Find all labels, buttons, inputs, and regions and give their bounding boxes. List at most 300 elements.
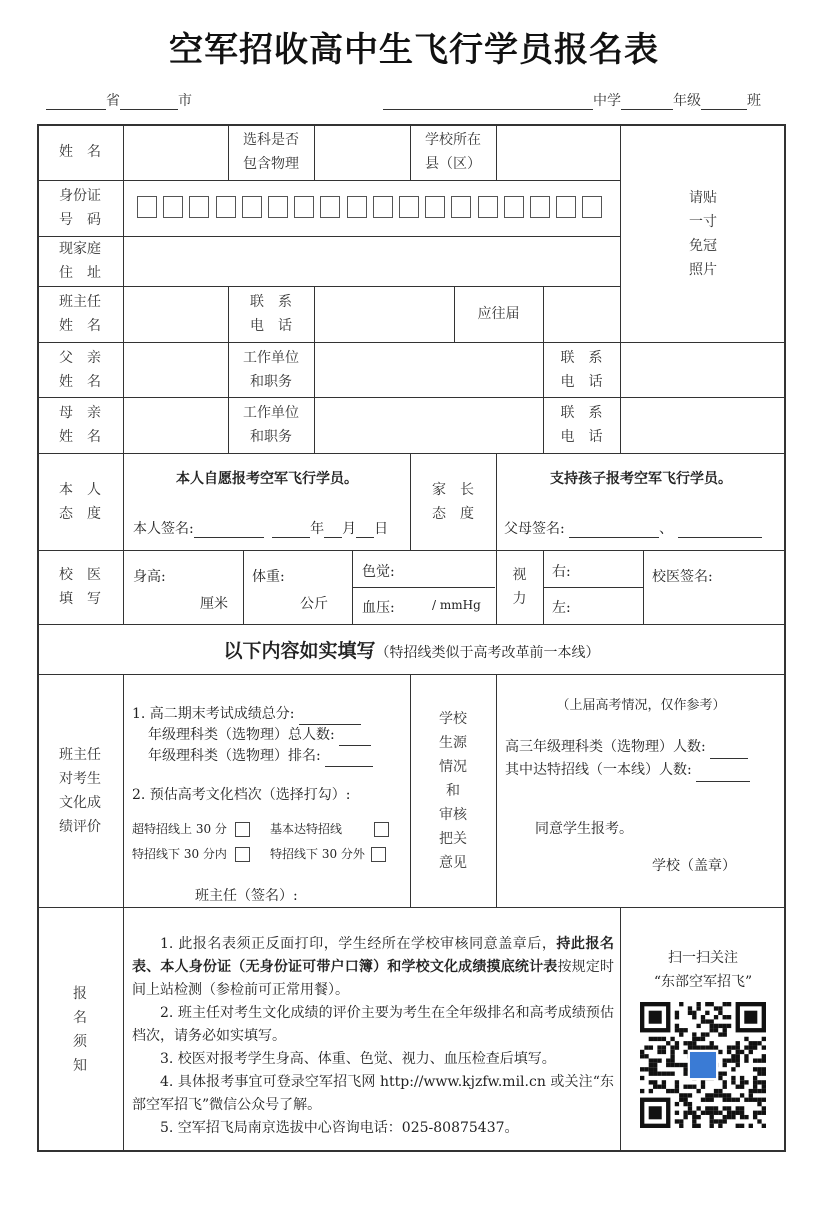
qr-module (744, 1054, 748, 1058)
address-field[interactable] (124, 236, 620, 286)
vision-left-label: 左: (552, 600, 571, 616)
city-label: 市 (178, 93, 192, 109)
grade-rank-field[interactable] (325, 752, 373, 767)
qr-module (692, 1124, 696, 1128)
qr-module (705, 1093, 709, 1097)
section-heading-text: 以下内容如实填写 (223, 640, 376, 662)
qr-module (696, 1037, 700, 1041)
qr-module (736, 1063, 740, 1067)
qr-module (749, 1089, 753, 1093)
qr-module (679, 1032, 683, 1036)
id-digit-box[interactable] (530, 196, 550, 218)
id-digit-box[interactable] (478, 196, 498, 218)
qr-module (675, 1080, 679, 1084)
qr-module (727, 1002, 731, 1006)
qr-module (753, 1085, 757, 1089)
qr-module (749, 1124, 753, 1128)
father-name-label: 父 亲 姓 名 (59, 349, 101, 390)
qr-module (701, 1098, 705, 1102)
qr-module (640, 1076, 644, 1080)
row-divider (543, 587, 643, 588)
qr-module (749, 1050, 753, 1054)
school-label: 中学 (593, 93, 621, 109)
qr-module (649, 1067, 653, 1071)
qr-module (723, 1058, 727, 1062)
qr-module (705, 1045, 709, 1049)
qr-module (675, 1045, 679, 1049)
school-note: （上届高考情况，仅作参考） (556, 698, 726, 713)
qr-module (714, 1006, 718, 1010)
month-label: 月 (342, 521, 357, 537)
qr-module (666, 1072, 670, 1076)
year-label: 年 (310, 521, 325, 537)
qr-module (731, 1067, 735, 1071)
qr-module (757, 1089, 761, 1093)
name-field[interactable] (124, 124, 228, 180)
qr-module (649, 1089, 653, 1093)
qr-module (701, 1032, 705, 1036)
qr-module (731, 1111, 735, 1115)
doctor-sign-label: 校医签名: (652, 569, 713, 585)
medical-label: 校 医 填 写 (59, 567, 101, 607)
city-field[interactable] (120, 95, 178, 110)
weight-label: 体重: (252, 569, 285, 585)
qr-module (662, 1050, 666, 1054)
qr-module (683, 1063, 687, 1067)
qr-module (757, 1111, 761, 1115)
section-heading (37, 636, 786, 663)
father-work-field[interactable] (315, 342, 543, 397)
option-1[interactable] (132, 820, 250, 837)
qr-module (740, 1050, 744, 1054)
id-digit-box[interactable] (189, 196, 209, 218)
option-4[interactable] (270, 845, 386, 862)
row-divider (37, 624, 786, 625)
qr-module (675, 1119, 679, 1123)
qr-module (653, 1080, 657, 1084)
qr-module (692, 1037, 696, 1041)
qualified-count-label: 其中达特招线（一本线）人数: (505, 762, 692, 778)
notice-item-1-bold: 持此报名表、本人身份证（无身份证可带户口簿）和学校文化成绩摸底统计表 (132, 936, 614, 975)
id-digit-box[interactable] (399, 196, 419, 218)
qr-module (675, 1089, 679, 1093)
option-2-label: 基本达特招线 (270, 822, 343, 836)
parent-sign-field-2[interactable] (678, 523, 762, 538)
province-label: 省 (106, 93, 120, 109)
qr-module (727, 1024, 731, 1028)
qr-module (762, 1089, 766, 1093)
notice-item-4: 4. 具体报考事宜可登录空军招飞网 http://www.kjzfw.mil.cn 或关注“东部空军招飞”微信公众号了解。 (132, 1074, 614, 1113)
qr-module (731, 1076, 735, 1080)
qr-module (710, 1115, 714, 1119)
qr-module (762, 1080, 766, 1084)
mother-name-label: 母 亲 姓 名 (59, 405, 101, 445)
qr-module (736, 1041, 740, 1045)
qr-module (714, 1093, 718, 1097)
qr-module (701, 1019, 705, 1023)
qr-module (744, 1011, 757, 1024)
teacher-phone-field[interactable] (315, 286, 454, 342)
id-digit-box[interactable] (425, 196, 445, 218)
qr-module (675, 1111, 679, 1115)
qr-module (688, 1093, 692, 1097)
qr-module (657, 1085, 661, 1089)
evaluation-label: 班主任 对考生 文化成 绩评价 (59, 746, 101, 835)
qr-module (731, 1058, 735, 1062)
qr-module (675, 1028, 679, 1032)
qr-module (701, 1037, 705, 1041)
qr-module (723, 1002, 727, 1006)
id-digit-box[interactable] (504, 196, 524, 218)
qr-module (749, 1045, 753, 1049)
qr-module (644, 1067, 648, 1071)
qr-module (740, 1115, 744, 1119)
qr-module (718, 1119, 722, 1123)
qr-module (683, 1067, 687, 1071)
height-label: 身高: (133, 569, 166, 585)
parent-sign-field-1[interactable] (569, 523, 659, 538)
col-divider (543, 550, 544, 624)
id-digit-box[interactable] (294, 196, 314, 218)
qr-module (723, 1028, 727, 1032)
notice-label: 报 名 须 知 (73, 985, 87, 1074)
id-digit-box[interactable] (320, 196, 340, 218)
qr-module (744, 1098, 748, 1102)
graduate-field[interactable] (544, 286, 620, 342)
id-digit-box[interactable] (556, 196, 576, 218)
qr-module (649, 1045, 653, 1049)
qr-module (736, 1106, 740, 1110)
qr-module (657, 1037, 661, 1041)
qr-module (757, 1102, 761, 1106)
qr-module (696, 1045, 700, 1049)
id-digit-box[interactable] (137, 196, 157, 218)
id-digit-box[interactable] (373, 196, 393, 218)
qr-module (714, 1028, 718, 1032)
option-2[interactable] (270, 820, 389, 837)
father-name-field[interactable] (124, 342, 228, 397)
teacher-name-label: 班主任 姓 名 (59, 294, 101, 334)
qr-module (679, 1063, 683, 1067)
qr-module (757, 1041, 761, 1045)
qr-module (705, 1111, 709, 1115)
teacher-sign-label: 班主任（签名）: (195, 888, 298, 904)
qr-module (723, 1063, 727, 1067)
qr-module (679, 1002, 683, 1006)
qr-module (696, 1115, 700, 1119)
qr-module (692, 1032, 696, 1036)
qr-module (723, 1024, 727, 1028)
qr-module (683, 1115, 687, 1119)
agree-text: 同意学生报考。 (535, 821, 633, 837)
qr-module (688, 1041, 692, 1045)
qr-module (683, 1093, 687, 1097)
day-field[interactable] (356, 523, 374, 538)
qr-module (727, 1045, 731, 1049)
qr-module (675, 1063, 679, 1067)
qr-module (683, 1072, 687, 1076)
qr-module (744, 1080, 748, 1084)
qr-module (714, 1119, 718, 1123)
teacher-name-field[interactable] (124, 286, 228, 342)
qr-module (670, 1063, 674, 1067)
qr-module (657, 1058, 661, 1062)
option-3-label: 特招线下 30 分内 (132, 847, 227, 861)
checkbox[interactable] (374, 822, 389, 837)
qr-module (688, 1045, 692, 1049)
county-field[interactable] (497, 124, 620, 180)
option-4-label: 特招线下 30 分外 (270, 847, 365, 861)
qr-module (727, 1093, 731, 1097)
senior-count-field[interactable] (710, 744, 748, 759)
senior-count-label: 高三年级理科类（选物理）人数: (505, 739, 706, 755)
id-label: 身份证 号 码 (59, 188, 101, 228)
qr-module (701, 1085, 705, 1089)
qr-module (710, 1041, 714, 1045)
mother-work-label: 工作单位 和职务 (243, 405, 299, 445)
qr-module (683, 1050, 687, 1054)
qr-module (731, 1045, 735, 1049)
id-digit-box[interactable] (582, 196, 602, 218)
qr-module (753, 1041, 757, 1045)
qr-module (653, 1063, 657, 1067)
id-digit-box[interactable] (268, 196, 288, 218)
qr-module (640, 1067, 644, 1071)
address-label: 现家庭 住 址 (59, 241, 101, 281)
qr-module (736, 1050, 740, 1054)
qr-module (662, 1080, 666, 1084)
parent-sign-line (504, 518, 762, 538)
grade-total-field[interactable] (339, 731, 371, 746)
qr-module (718, 1093, 722, 1097)
self-sign-label: 本人签名: (133, 521, 194, 537)
school-stamp: 学校（盖章） (652, 858, 736, 874)
qr-module (749, 1093, 753, 1097)
checkbox[interactable] (371, 847, 386, 862)
qr-module (679, 1124, 683, 1128)
col-divider (123, 674, 124, 1152)
qr-module (662, 1045, 666, 1049)
id-digit-box[interactable] (242, 196, 262, 218)
qr-module (736, 1058, 740, 1062)
row-divider (37, 180, 620, 181)
qr-code-icon[interactable] (640, 1002, 766, 1128)
qr-module (679, 1098, 683, 1102)
qr-module (723, 1098, 727, 1102)
qr-module (640, 1050, 644, 1054)
qr-module (705, 1106, 709, 1110)
qr-module (736, 1085, 740, 1089)
qr-module (723, 1115, 727, 1119)
qr-module (675, 1041, 679, 1045)
qr-module (644, 1045, 648, 1049)
notice-item-3: 3. 校医对报考学生身高、体重、色觉、视力、血压检查后填写。 (160, 1051, 556, 1067)
qr-module (683, 1111, 687, 1115)
qr-module (688, 1106, 692, 1110)
qr-module (696, 1124, 700, 1128)
grade-total-label: 年级理科类（选物理）总人数: (148, 727, 335, 743)
qr-module (736, 1111, 740, 1115)
blood-pressure-unit: / mmHg (432, 598, 481, 612)
class-field[interactable] (701, 95, 747, 110)
qr-module (688, 1102, 692, 1106)
day-label: 日 (374, 521, 389, 537)
id-digit-box[interactable] (163, 196, 183, 218)
qr-module (718, 1050, 722, 1054)
parent-sign-label: 父母签名: (504, 521, 565, 537)
row-divider (37, 907, 786, 908)
month-field[interactable] (324, 523, 342, 538)
physics-label: 选科是否 包含物理 (243, 132, 299, 172)
qr-module (714, 1106, 718, 1110)
row-divider (352, 587, 495, 588)
id-digit-box[interactable] (347, 196, 367, 218)
qr-module (740, 1085, 744, 1089)
province-field[interactable] (46, 95, 106, 110)
qr-module (718, 1111, 722, 1115)
qr-module (710, 1045, 714, 1049)
qr-module (679, 1028, 683, 1032)
col-divider (352, 550, 353, 624)
qr-module (649, 1106, 662, 1119)
qr-module (670, 1054, 674, 1058)
height-unit: 厘米 (200, 596, 228, 612)
id-digit-box[interactable] (451, 196, 471, 218)
qr-module (714, 1024, 718, 1028)
qr-module (710, 1019, 714, 1023)
qr-module (731, 1115, 735, 1119)
qr-module (696, 1106, 700, 1110)
id-digit-box[interactable] (216, 196, 236, 218)
qr-module (744, 1058, 748, 1062)
qr-module (657, 1050, 661, 1054)
qr-module (718, 1072, 722, 1076)
qr-module (666, 1058, 670, 1062)
qr-module (670, 1050, 674, 1054)
qr-module (762, 1067, 766, 1071)
qr-module (753, 1058, 757, 1062)
father-work-label: 工作单位 和职务 (243, 349, 299, 390)
qr-module (675, 1011, 679, 1015)
qr-module (757, 1058, 761, 1062)
mother-phone-field[interactable] (621, 397, 786, 453)
qr-module (731, 1098, 735, 1102)
qr-module (762, 1124, 766, 1128)
qr-module (744, 1037, 748, 1041)
qr-module (653, 1072, 657, 1076)
qr-module (701, 1080, 705, 1084)
checkbox[interactable] (235, 822, 250, 837)
qr-module (753, 1115, 757, 1119)
teacher-phone-label: 联 系 电 话 (250, 294, 292, 334)
qr-module (662, 1037, 666, 1041)
class-label: 班 (747, 93, 761, 109)
qr-module (744, 1115, 748, 1119)
option-3[interactable] (132, 845, 250, 862)
qr-module (710, 1106, 714, 1110)
qr-module (653, 1037, 657, 1041)
qr-module (762, 1111, 766, 1115)
qr-module (666, 1041, 670, 1045)
mother-name-field[interactable] (124, 397, 228, 453)
row-divider (37, 550, 786, 551)
grade-rank-label: 年级理科类（选物理）排名: (148, 748, 321, 764)
qr-module (649, 1063, 653, 1067)
qr-module (762, 1058, 766, 1062)
qr-module (731, 1080, 735, 1084)
qr-module (692, 1115, 696, 1119)
qr-module (757, 1119, 761, 1123)
grade-label: 年级 (673, 93, 701, 109)
checkbox[interactable] (235, 847, 250, 862)
qr-module (683, 1102, 687, 1106)
qr-module (649, 1011, 662, 1024)
qr-module (653, 1085, 657, 1089)
qr-module (749, 1098, 753, 1102)
form-title: 空军招收高中生飞行学员报名表 (169, 30, 659, 70)
qualified-count-field[interactable] (696, 767, 750, 782)
qr-module (753, 1076, 757, 1080)
qr-module (705, 1098, 709, 1102)
weight-unit: 公斤 (300, 596, 328, 612)
qr-module (710, 1098, 714, 1102)
notice-item-1: 1. 此报名表须正反面打印，学生经所在学校审核同意盖章后， (160, 936, 557, 952)
qr-module (649, 1080, 653, 1084)
qr-module (714, 1045, 718, 1049)
qr-module (705, 1011, 709, 1015)
option-1-label: 超特招线上 30 分 (132, 822, 227, 836)
qr-module (762, 1037, 766, 1041)
parent-attitude-label: 家 长 态 度 (432, 481, 474, 522)
total-score-field[interactable] (299, 710, 361, 725)
qr-module (753, 1111, 757, 1115)
qr-module (692, 1011, 696, 1015)
qr-module (710, 1028, 714, 1032)
father-phone-label: 联 系 电 话 (560, 349, 603, 390)
notice-item-5: 5. 空军招飞局南京选拔中心咨询电话：025-80875437。 (160, 1120, 519, 1136)
school-field[interactable] (383, 95, 593, 110)
self-sign-field[interactable] (194, 523, 264, 538)
separator: 、 (659, 521, 674, 537)
physics-field[interactable] (315, 124, 410, 180)
qr-module (740, 1093, 744, 1097)
qr-module (736, 1098, 740, 1102)
qr-caption (620, 946, 786, 994)
father-phone-field[interactable] (621, 342, 786, 397)
year-field[interactable] (272, 523, 310, 538)
qr-module (701, 1111, 705, 1115)
mother-work-field[interactable] (315, 397, 543, 453)
qr-module (753, 1045, 757, 1049)
qr-module (675, 1024, 679, 1028)
section-note: （特招线类似于高考改革前一本线） (375, 645, 600, 661)
qr-module (696, 1089, 700, 1093)
qr-module (727, 1098, 731, 1102)
grade-field[interactable] (621, 95, 673, 110)
qr-module (718, 1089, 722, 1093)
qr-module (688, 1085, 692, 1089)
estimate-label: 2. 预估高考文化档次（选择打勾）: (132, 787, 351, 803)
qr-caption-line-1: 扫一扫关注 (668, 950, 738, 966)
qr-module (727, 1111, 731, 1115)
qr-module (670, 1058, 674, 1062)
qr-module (653, 1067, 657, 1071)
qr-module (710, 1119, 714, 1123)
qr-module (683, 1085, 687, 1089)
col-divider (643, 550, 644, 624)
qr-module (744, 1045, 748, 1049)
qr-module (666, 1089, 670, 1093)
